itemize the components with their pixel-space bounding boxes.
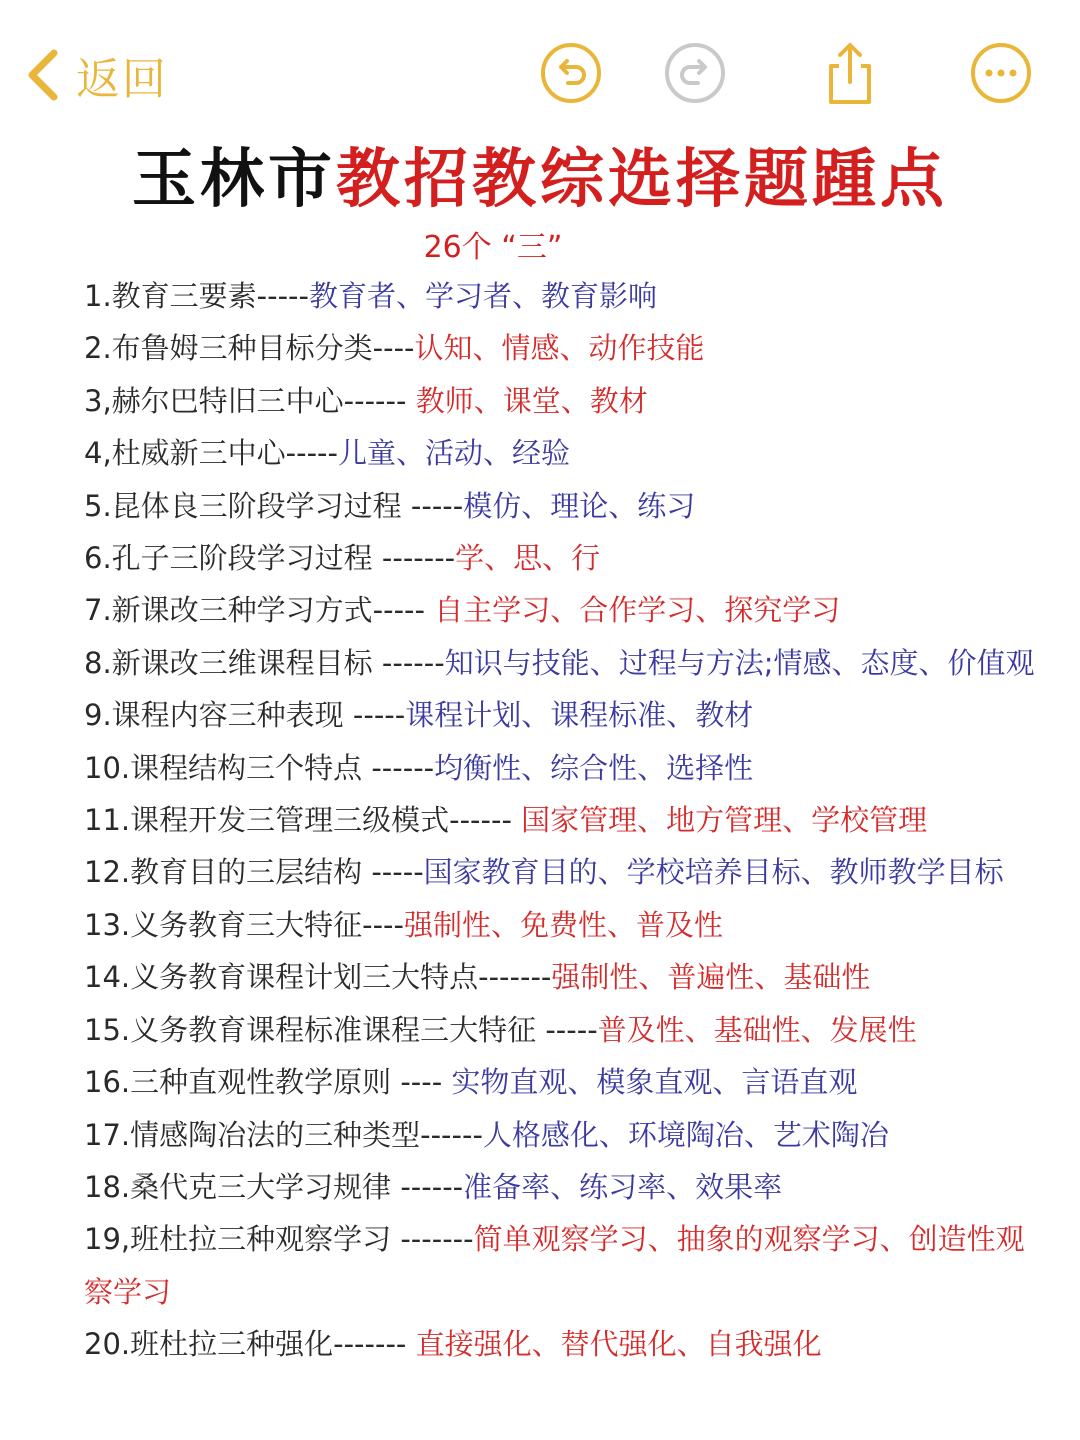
item-question: 14.义务教育课程计划三大特点------- <box>84 960 552 995</box>
item-question: 5.昆体良三阶段学习过程 ----- <box>84 488 464 523</box>
knowledge-list <box>84 270 1044 1371</box>
item-question: 4,杜威新三中心----- <box>84 436 338 471</box>
list-item <box>84 899 1044 951</box>
share-button[interactable] <box>817 40 883 106</box>
list-item <box>84 1161 1044 1213</box>
item-question: 13.义务教育三大特征---- <box>84 907 404 942</box>
item-answer: 学、思、行 <box>455 541 601 576</box>
item-question: 3,赫尔巴特旧三中心------ <box>84 383 416 418</box>
item-answer: 儿童、活动、经验 <box>338 436 571 471</box>
item-answer: 准备率、练习率、效果率 <box>463 1169 783 1204</box>
item-answer: 直接强化、替代强化、自我强化 <box>415 1327 822 1362</box>
item-question: 17.情感陶冶法的三种类型------ <box>84 1117 483 1152</box>
back-button[interactable] <box>22 40 168 110</box>
item-question: 12.教育目的三层结构 ----- <box>84 855 424 890</box>
list-item <box>84 584 1044 636</box>
item-question: 19,班杜拉三种观察学习 ------- <box>84 1222 474 1257</box>
item-question: 8.新课改三维课程目标 ------ <box>84 645 445 680</box>
item-question: 2.布鲁姆三种目标分类---- <box>84 331 415 366</box>
item-answer: 认知、情感、动作技能 <box>414 331 705 366</box>
undo-icon <box>538 40 604 106</box>
item-question: 10.课程结构三个特点 ------ <box>84 750 435 785</box>
list-item <box>84 1056 1044 1108</box>
item-answer: 模仿、理论、练习 <box>463 488 696 523</box>
item-answer: 国家管理、地方管理、学校管理 <box>521 803 928 838</box>
item-answer: 简单观察学习、抽象的观察学习、创造性观察学习 <box>84 1222 1025 1309</box>
more-icon <box>968 40 1034 106</box>
title-topic: 教招教综选择题踵点 <box>336 142 948 217</box>
item-answer: 普及性、基础性、发展性 <box>597 1012 917 1047</box>
item-question: 16.三种直观性教学原则 ---- <box>84 1065 452 1100</box>
item-answer: 自主学习、合作学习、探究学习 <box>434 593 841 628</box>
list-item <box>84 1004 1044 1056</box>
item-answer: 知识与技能、过程与方法;情感、态度、价值观 <box>444 645 1035 680</box>
item-question: 1.教育三要素----- <box>84 279 309 313</box>
list-item <box>84 794 1044 846</box>
page-title <box>0 128 1080 220</box>
more-options-button[interactable] <box>968 40 1034 106</box>
list-item <box>84 480 1044 532</box>
list-item <box>84 637 1044 689</box>
page-subtitle: 26个 “三” <box>423 230 563 265</box>
list-item <box>84 375 1044 427</box>
list-item <box>84 270 1044 322</box>
item-answer: 国家教育目的、学校培养目标、教师教学目标 <box>423 855 1004 890</box>
item-question: 6.孔子三阶段学习过程 ------- <box>84 541 456 576</box>
item-question: 15.义务教育课程标准课程三大特征 ----- <box>84 1012 598 1047</box>
list-item <box>84 322 1044 374</box>
list-item <box>84 532 1044 584</box>
list-item <box>84 742 1044 794</box>
redo-icon <box>662 40 728 106</box>
chevron-left-icon <box>22 47 62 103</box>
undo-button[interactable] <box>538 40 604 106</box>
item-answer: 实物直观、模象直观、言语直观 <box>451 1065 858 1100</box>
item-answer: 教育者、学习者、教育影响 <box>309 279 658 313</box>
redo-button[interactable] <box>662 40 728 106</box>
top-navigation-bar <box>0 0 1080 130</box>
list-item <box>84 1109 1044 1161</box>
item-answer: 强制性、普遍性、基础性 <box>551 960 871 995</box>
item-answer: 人格感化、环境陶冶、艺术陶冶 <box>482 1117 889 1152</box>
item-question: 7.新课改三种学习方式----- <box>84 593 435 628</box>
list-item <box>84 846 1044 898</box>
share-icon <box>817 40 883 106</box>
title-city: 玉林市 <box>132 142 336 217</box>
item-question: 9.课程内容三种表现 ----- <box>84 698 406 733</box>
item-answer: 均衡性、综合性、选择性 <box>434 750 754 785</box>
back-label: 返回 <box>76 54 168 105</box>
list-item <box>84 951 1044 1003</box>
list-item <box>84 427 1044 479</box>
item-question: 11.课程开发三管理三级模式------ <box>84 803 522 838</box>
list-item <box>84 1213 1044 1318</box>
item-answer: 教师、课堂、教材 <box>415 383 648 418</box>
item-question: 20.班杜拉三种强化------- <box>84 1327 416 1362</box>
list-item <box>84 1318 1044 1370</box>
item-question: 18.桑代克三大学习规律 ------ <box>84 1169 464 1204</box>
item-answer: 强制性、免费性、普及性 <box>403 907 723 942</box>
list-item <box>84 689 1044 741</box>
item-answer: 课程计划、课程标准、教材 <box>405 698 754 733</box>
